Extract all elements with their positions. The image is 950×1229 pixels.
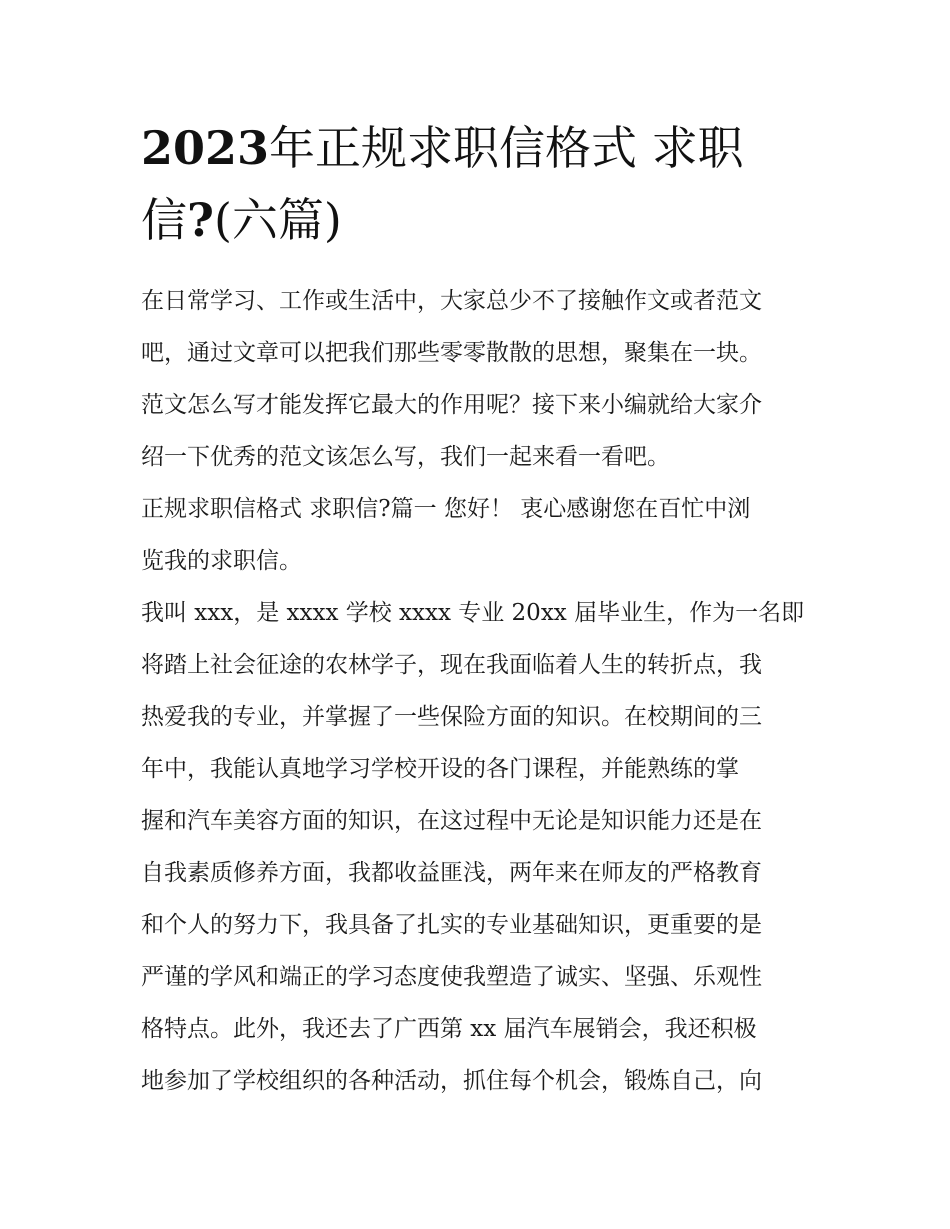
title-year: 2023 xyxy=(141,121,270,175)
text-line: 握和汽车美容方面的知识，在这过程中无论是知识能力还是在 xyxy=(141,808,762,834)
text-line: 览我的求职信。 xyxy=(141,548,302,574)
text-line: 严谨的学风和端正的学习态度使我塑造了诚实、坚强、乐观性 xyxy=(141,964,762,990)
title-line2-q: ? xyxy=(187,193,214,247)
document-body xyxy=(141,283,821,1115)
text-line: 和个人的努力下，我具备了扎实的专业基础知识，更重要的是 xyxy=(141,912,762,938)
title-line2-b: (六篇) xyxy=(213,193,342,247)
text-line: 在日常学习、工作或生活中，大家总少不了接触作文或者范文 xyxy=(141,288,762,314)
paragraph-greeting xyxy=(141,491,821,595)
text-line: 热爱我的专业，并掌握了一些保险方面的知识。在校期间的三 xyxy=(141,704,762,730)
title-line1-rest: 年正规求职信格式 求职 xyxy=(269,121,744,175)
text-line: 绍一下优秀的范文该怎么写，我们一起来看一看吧。 xyxy=(141,444,670,470)
title-line2-a: 信 xyxy=(141,193,187,247)
paragraph-intro xyxy=(141,283,821,491)
document-title xyxy=(141,112,821,256)
text-line: 格特点。此外，我还去了广西第 xx 届汽车展销会，我还积极 xyxy=(141,1016,757,1042)
text-line: 年中，我能认真地学习学校开设的各门课程，并能熟练的掌 xyxy=(141,756,739,782)
text-line: 我叫 xxx，是 xxxx 学校 xxxx 专业 20xx 届毕业生，作为一名即 xyxy=(141,600,805,626)
text-line: 将踏上社会征途的农林学子，现在我面临着人生的转折点，我 xyxy=(141,652,762,678)
paragraph-self-intro xyxy=(141,595,821,1115)
text-line: 自我素质修养方面，我都收益匪浅，两年来在师友的严格教育 xyxy=(141,860,762,886)
text-line: 地参加了学校组织的各种活动，抓住每个机会，锻炼自己，向 xyxy=(141,1068,762,1094)
text-line: 吧，通过文章可以把我们那些零零散散的思想，聚集在一块。 xyxy=(141,340,762,366)
text-line: 正规求职信格式 求职信?篇一 您好！ 衷心感谢您在百忙中浏 xyxy=(141,496,751,522)
text-line: 范文怎么写才能发挥它最大的作用呢？接下来小编就给大家介 xyxy=(141,392,762,418)
